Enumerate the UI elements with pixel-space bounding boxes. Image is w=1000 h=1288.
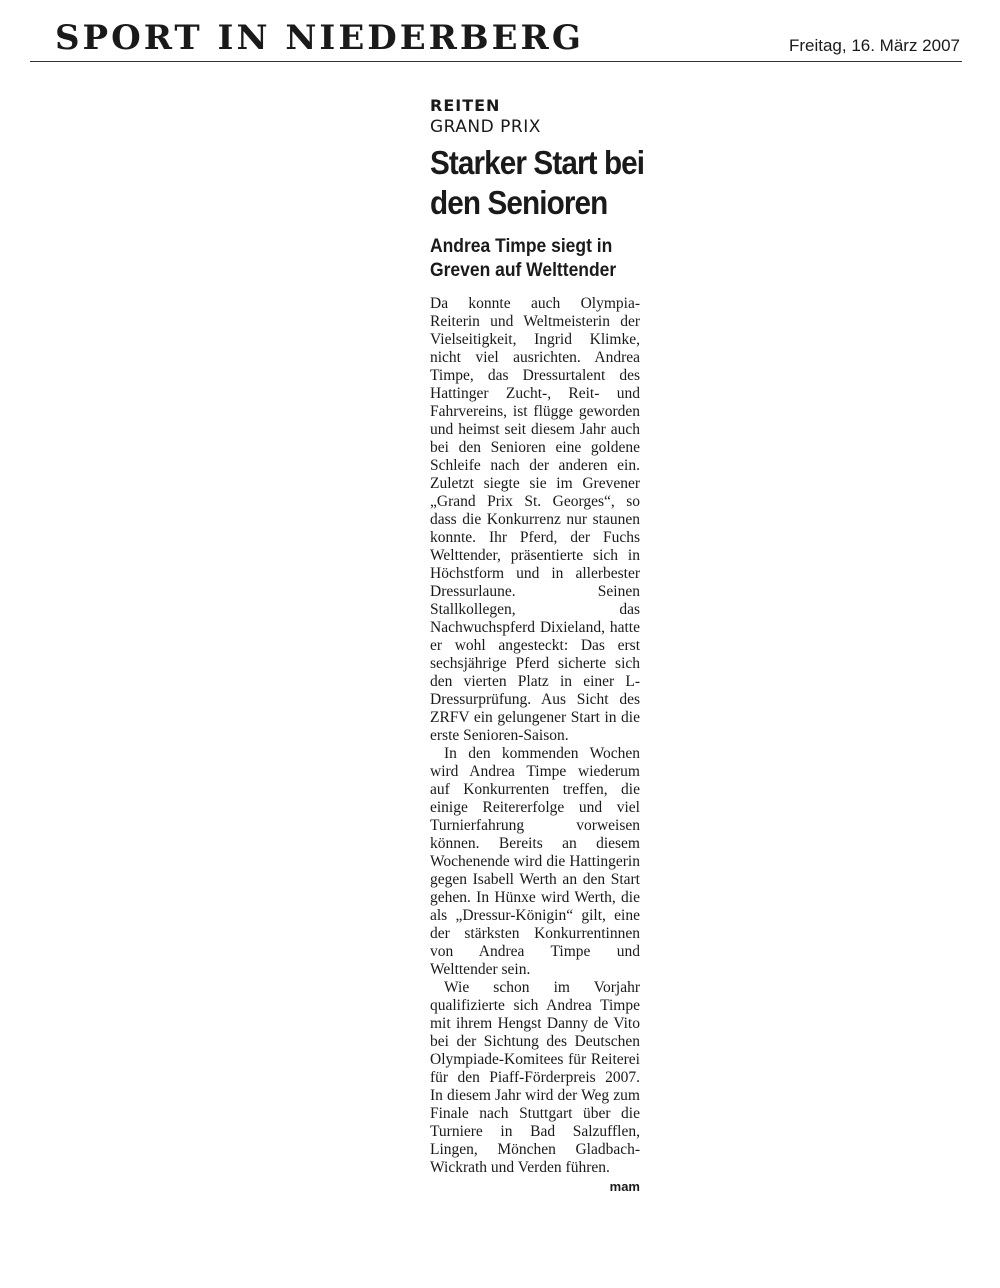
- article-subheadline: Andrea Timpe siegt in Greven auf Welttender: [430, 236, 617, 281]
- article-paragraph-3-text: Wie schon im Vorjahr qualifizierte sich Andrea Timpe mit ihrem Hengst Danny de Vito bei der Sichtung des Deutschen Olympiade-Komitees für Reiterei für den Piaff-Förderpreis 2007. In diesem Jahr wird der Weg zum Finale nach Stuttgart über die Turniere in Bad Salzufflen, Lingen, Mönchen Gladbach-Wickrath und Verden führen.: [430, 979, 640, 1176]
- kicker-category: REITEN: [430, 96, 501, 115]
- author-initials: mam: [609, 1179, 640, 1194]
- publication-date: Freitag, 16. März 2007: [788, 36, 960, 55]
- section-title: SPORT IN NIEDERBERG: [55, 18, 584, 58]
- article-body: [430, 295, 640, 1194]
- article-paragraph-3: [430, 979, 640, 1194]
- article-paragraph-1: Da konnte auch Olympia-Reiterin und Weltmeisterin der Vielseitigkeit, Ingrid Klimke, nicht viel ausrichten. Andrea Timpe, das Dressurtalent des Hattinger Zucht-, Reit- und Fahrvereins, ist flügge geworden und heimst seit diesem Jahr auch bei den Senioren eine goldene Schleife nach der anderen ein. Zuletzt siegte sie im Grevener „Grand Prix St. Georges“, so dass die Konkurrenz nur staunen konnte. Ihr Pferd, der Fuchs Welttender, präsentierte sich in Höchstform und in allerbester Dressurlaune. Seinen Stallkollegen, das Nachwuchspferd Dixieland, hatte er wohl angesteckt: Das erst sechsjährige Pferd sicherte sich den vierten Platz in einer L-Dressurprüfung. Aus Sicht des ZRFV ein gelungener Start in die erste Senioren-Saison.: [430, 295, 640, 744]
- article-paragraph-2: In den kommenden Wochen wird Andrea Timpe wiederum auf Konkurrenten treffen, die einige Reitererfolge und viel Turnierfahrung vorweisen können. Bereits an diesem Wochenende wird die Hattingerin gegen Isabell Werth an den Start gehen. In Hünxe wird Werth, die als „Dressur-Königin“ gilt, eine der stärksten Konkurrentinnen von Andrea Timpe und Welttender sein.: [430, 745, 640, 978]
- article-headline: Starker Start bei den Senioren: [430, 144, 645, 221]
- article: [430, 96, 645, 1196]
- kicker-topic: GRAND PRIX: [430, 117, 541, 137]
- header-rule: [30, 61, 962, 62]
